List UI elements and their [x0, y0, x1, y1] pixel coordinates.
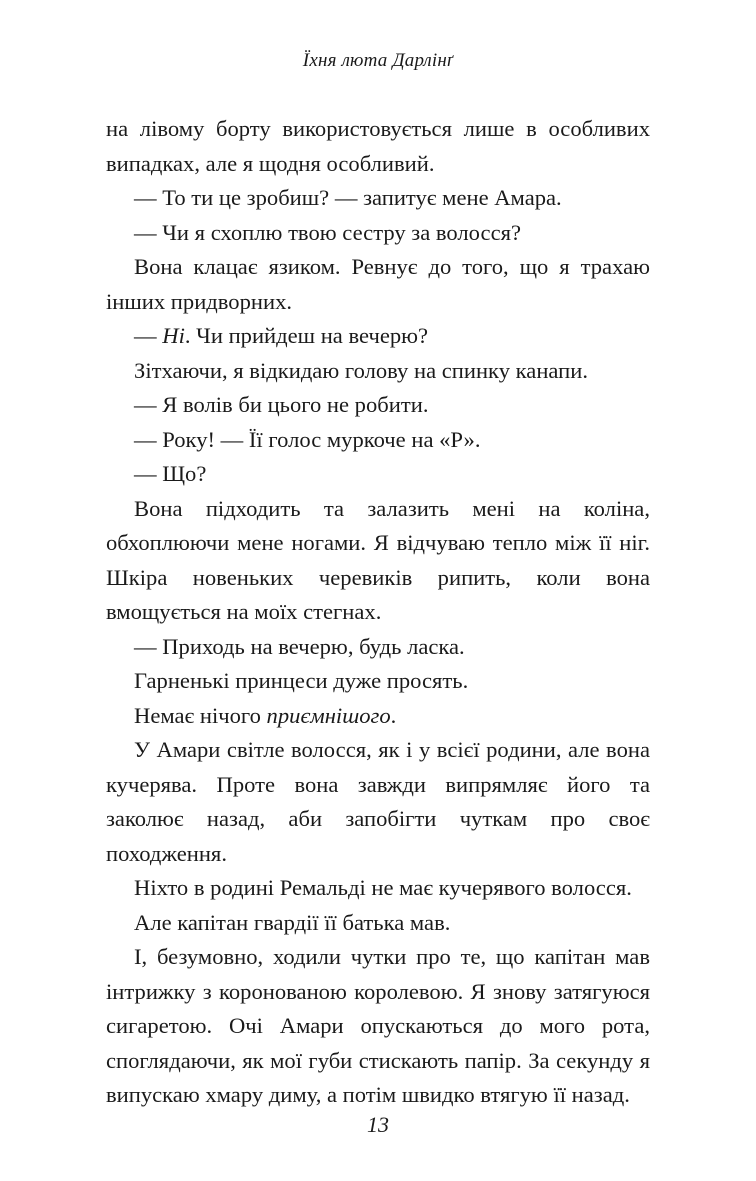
paragraph: — Року! — Її голос муркоче на «Р».	[134, 426, 481, 452]
paragraph: Вона клацає язиком. Ревнує до того, що я трахаю інших придворних.	[106, 254, 650, 314]
page-number: 13	[367, 1112, 389, 1137]
paragraph: — Приходь на вечерю, будь ласка.	[134, 633, 465, 659]
paragraph: — Я волів би цього не робити.	[134, 392, 429, 417]
paragraph: І, безумовно, ходили чутки про те, що капітан мав інтрижку з коронованою королевою. Я знову затягуюся сигаретою. Очі Амари опускаються до мого рота, споглядаючи, як мої губи стискають папір. За секунду я випускаю хмару диму, а потім швидко втягую її назад.	[106, 944, 650, 1107]
body-text	[106, 112, 650, 1113]
italic-word: приємнішого	[266, 702, 391, 728]
paragraph-lead: Немає нічого	[134, 702, 267, 728]
paragraph: — Чи я схоплю твою сестру за волосся?	[134, 219, 522, 245]
paragraph: — То ти це зробиш? — запитує мене Амара.	[134, 185, 562, 210]
paragraph	[106, 319, 650, 354]
paragraph: У Амари світле волосся, як і у всієї родини, але вона кучерява. Проте вона завжди випрямляє його та заколює назад, аби запобігти чуткам про своє походження.	[106, 737, 650, 866]
paragraph	[106, 699, 650, 734]
running-title: Їхня люта Дарлінґ	[302, 50, 454, 71]
paragraph: Ніхто в родині Ремальді не має кучерявого волосся.	[134, 875, 632, 900]
paragraph-rest: . Чи прийдеш на вечерю?	[184, 323, 429, 348]
paragraph: Вона підходить та залазить мені на коліна, обхоплюючи мене ногами. Я відчуваю тепло між її ніг. Шкіра новеньких черевиків рипить, коли вона вмощується на моїх стегнах.	[106, 495, 650, 624]
paragraph-rest: .	[390, 702, 397, 728]
italic-word: Ні	[162, 323, 185, 348]
paragraph: Гарненькі принцеси дуже просять.	[134, 668, 469, 693]
paragraph-lead: —	[134, 323, 163, 348]
paragraph: Зітхаючи, я відкидаю голову на спинку канапи.	[134, 357, 588, 383]
paragraph: на лівому борту використовується лише в особливих випадках, але я щодня особливий.	[106, 116, 650, 176]
paragraph: — Що?	[134, 461, 207, 486]
paragraph: Але капітан гвардії її батька мав.	[134, 909, 451, 935]
